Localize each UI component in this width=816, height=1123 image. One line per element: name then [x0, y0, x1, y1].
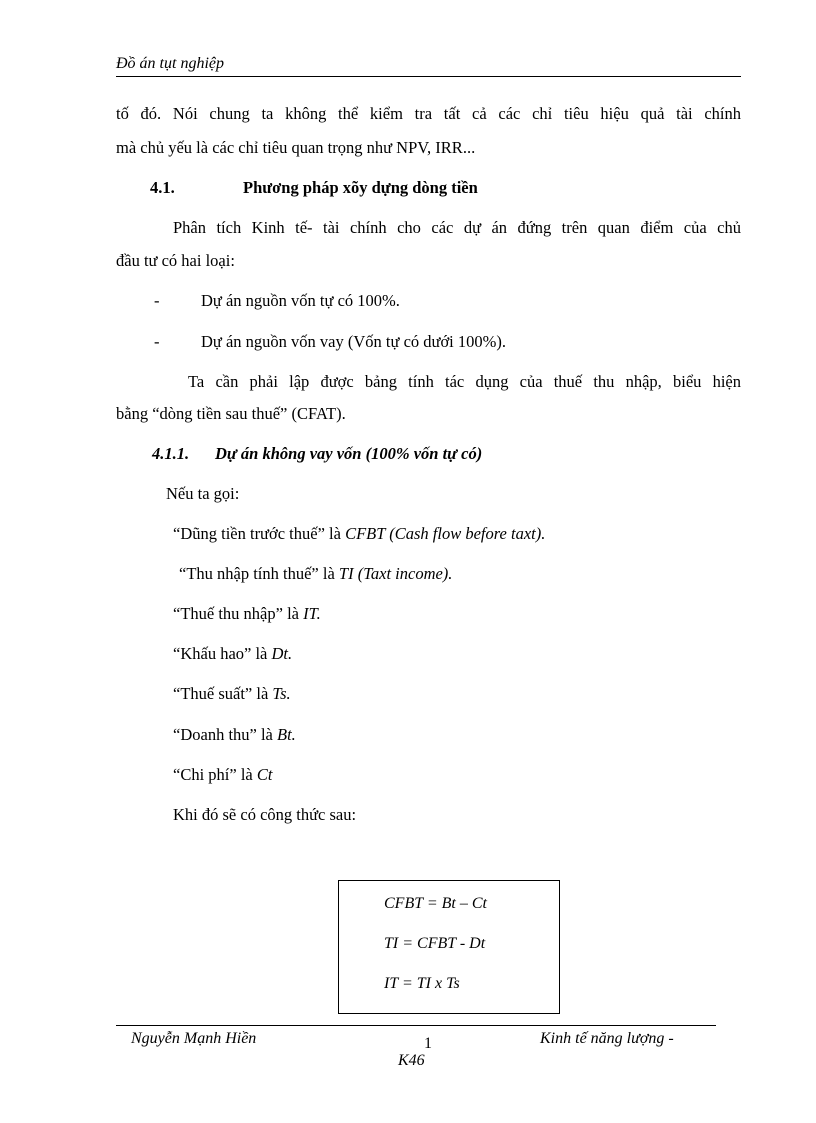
definition-term: “Khấu hao” là: [173, 644, 272, 663]
paragraph-3-line-2: bằng “dòng tiền sau thuế” (CFAT).: [116, 404, 346, 423]
formula-intro: Khi đó sẽ có công thức sau:: [173, 805, 357, 824]
definition-ct: [173, 765, 272, 785]
paragraph-1-line-2: mà chủ yếu là các chỉ tiêu quan trọng như NPV, IRR...: [116, 138, 476, 157]
definition-term: “Doanh thu” là: [173, 725, 278, 744]
definition-symbol: Dt.: [271, 644, 293, 663]
footer-department: Kinh tế năng lượng -: [540, 1030, 674, 1047]
definition-symbol: IT.: [303, 604, 321, 623]
footer-department-cohort: K46: [398, 1052, 425, 1069]
definition-symbol: TI (Taxt income).: [338, 564, 453, 583]
formula-it: IT = TI x Ts: [384, 975, 460, 992]
definition-symbol: CFBT (Cash flow before taxt).: [345, 524, 546, 543]
definition-symbol: Ts.: [272, 684, 291, 703]
formula-box: [338, 880, 560, 1014]
definition-term: “Dũng tiền trước thuế” là: [173, 524, 346, 543]
definitions-intro: Nếu ta gọi:: [166, 484, 240, 503]
formula-ti: TI = CFBT - Dt: [384, 935, 486, 952]
definition-symbol: Bt.: [277, 725, 296, 744]
definition-term: “Thuế suất” là: [173, 684, 273, 703]
footer-author: Nguyễn Mạnh Hiền: [131, 1030, 257, 1047]
bullet-1-text: Dự án nguồn vốn tự có 100%.: [201, 291, 400, 310]
footer-rule: [116, 1025, 716, 1026]
paragraph-2-line-2: đầu tư có hai loại:: [116, 251, 235, 270]
section-4-1-1-number: 4.1.1.: [152, 444, 190, 463]
definition-term: “Chi phí” là: [173, 765, 257, 784]
definition-it: [173, 604, 321, 624]
definition-cfbt: [173, 524, 545, 544]
formula-cfbt: CFBT = Bt – Ct: [384, 895, 487, 912]
bullet-1-marker: -: [154, 291, 160, 310]
definition-ti: [179, 564, 452, 584]
section-4-1-title: Phương pháp xõy dựng dòng tiền: [243, 178, 478, 197]
paragraph-1-line-1: tố đó. Nói chung ta không thể kiểm tra tất cả các chỉ tiêu hiệu quả tài chính: [116, 104, 741, 123]
definition-ts: [173, 684, 291, 704]
section-4-1-number: 4.1.: [150, 178, 175, 197]
paragraph-2-line-1: Phân tích Kinh tế- tài chính cho các dự án đứng trên quan điểm của chủ: [173, 218, 741, 237]
definition-symbol: Ct: [256, 765, 273, 784]
footer-page-number: 1: [424, 1035, 432, 1052]
paragraph-3-line-1: Ta cần phải lập được bảng tính tác dụng của thuế thu nhập, biểu hiện: [188, 372, 741, 391]
definition-bt: [173, 725, 296, 745]
definition-term: “Thu nhập tính thuế” là: [179, 564, 339, 583]
bullet-2-text: Dự án nguồn vốn vay (Vốn tự có dưới 100%).: [201, 332, 507, 351]
definition-dt: [173, 644, 292, 664]
bullet-2-marker: -: [154, 332, 160, 351]
section-4-1-1-title: Dự án không vay vốn (100% vốn tự có): [215, 444, 483, 463]
header-rule: [116, 76, 741, 77]
header-title: Đồ án tụt nghiệp: [116, 55, 224, 72]
definition-term: “Thuế thu nhập” là: [173, 604, 304, 623]
